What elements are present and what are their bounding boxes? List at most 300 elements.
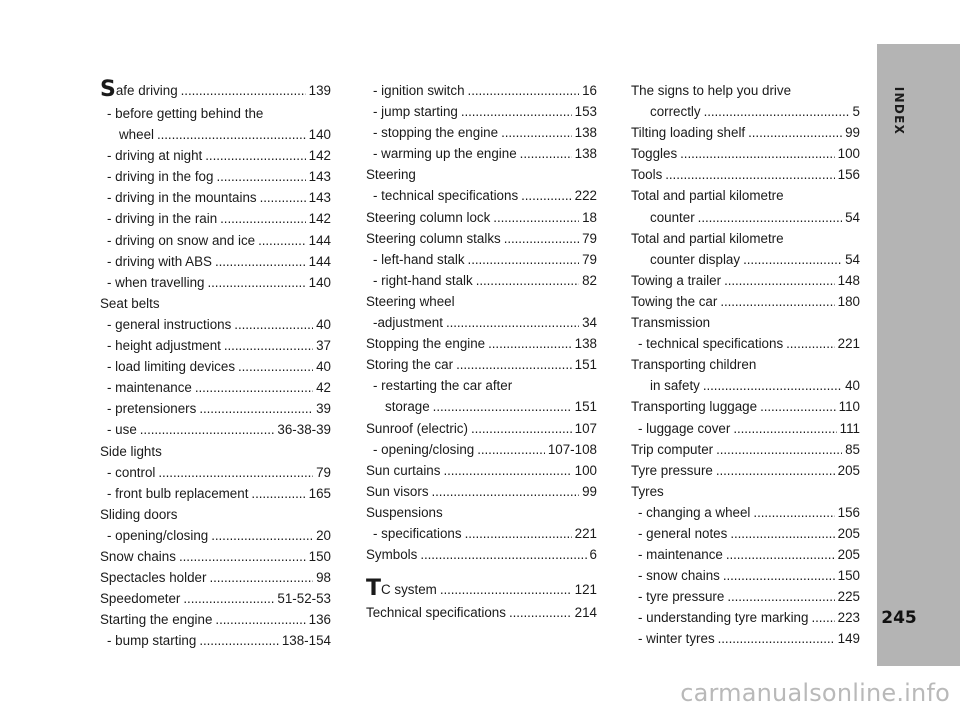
- index-entry-label: - bump starting: [107, 633, 197, 649]
- index-entry-label: Transporting children: [631, 357, 757, 373]
- dot-leader: [504, 228, 579, 249]
- dot-leader: [140, 419, 275, 440]
- dot-leader: [698, 207, 842, 228]
- dot-leader: [730, 523, 834, 544]
- index-entry-text: [107, 103, 263, 124]
- index-entry-page: 143: [308, 190, 331, 206]
- index-entry: [631, 544, 860, 565]
- index-entry-label: Steering column lock: [366, 209, 491, 225]
- index-entry-page: 121: [574, 582, 597, 598]
- index-entry-text: [100, 77, 178, 102]
- dot-leader: [465, 523, 572, 544]
- index-entry-label: - general instructions: [107, 316, 232, 332]
- index-entry: [366, 333, 597, 354]
- index-entry-text: [366, 576, 437, 602]
- index-entry-label: Suspensions: [366, 504, 443, 520]
- dot-leader: [456, 354, 572, 375]
- dot-leader: [726, 544, 835, 565]
- index-entry-label: Technical specifications: [366, 605, 506, 621]
- index-entry-label: in safety: [650, 378, 700, 394]
- dot-leader: [703, 375, 842, 396]
- index-entry-text: [107, 187, 257, 208]
- index-entry-label: Seat belts: [100, 295, 160, 311]
- index-entry-page: 54: [845, 209, 860, 225]
- index-entry-text: [373, 375, 512, 396]
- index-entry-label: Steering column stalks: [366, 230, 501, 246]
- index-entry-label: counter display: [650, 251, 741, 267]
- index-entry: [366, 439, 597, 460]
- index-entry: [366, 122, 597, 143]
- index-entry: [100, 567, 331, 588]
- index-entry: [100, 145, 331, 166]
- dot-leader: [680, 143, 835, 164]
- index-entry-text: [631, 185, 784, 206]
- index-entry-label: - changing a wheel: [638, 504, 751, 520]
- index-entry-label: - ignition switch: [373, 83, 465, 98]
- index-entry-label: - maintenance: [107, 380, 192, 396]
- index-entry-label: Sun curtains: [366, 462, 441, 478]
- index-entry-page: 79: [316, 464, 331, 480]
- index-entry-page: 222: [574, 188, 597, 204]
- index-entry-page: 16: [582, 83, 597, 98]
- index-entry-label: - driving in the mountains: [107, 190, 257, 206]
- index-entry-page: 82: [582, 272, 597, 288]
- index-entry: [366, 418, 597, 439]
- index-entry-text: [373, 249, 465, 270]
- dot-leader: [199, 630, 279, 651]
- index-entry-text: [631, 481, 664, 502]
- index-entry-text: [100, 609, 212, 630]
- index-entry-text: [366, 544, 417, 565]
- index-entry-page: 100: [574, 462, 597, 478]
- index-entry: [366, 185, 597, 206]
- index-entry-text: [107, 314, 231, 335]
- index-entry-label: Trip computer: [631, 441, 714, 457]
- index-entry-text: [366, 418, 468, 439]
- index-entry-text: [366, 228, 501, 249]
- index-entry-page: 142: [308, 211, 331, 227]
- index-entry-label: Sliding doors: [100, 506, 178, 522]
- index-entry-text: [631, 291, 717, 312]
- index-entry-page: 107-108: [547, 441, 597, 457]
- index-entry-page: 150: [837, 568, 860, 584]
- index-entry-page: 225: [837, 589, 860, 605]
- index-entry-text: [100, 588, 180, 609]
- index-entry-text: [631, 80, 791, 101]
- index-entry-text: [107, 377, 192, 398]
- index-entry-page: 156: [837, 167, 860, 183]
- dot-leader: [665, 164, 834, 185]
- index-entry-text: [366, 602, 506, 623]
- index-entry-text: [100, 293, 160, 314]
- index-entry: [631, 312, 860, 333]
- index-entry-label: Symbols: [366, 547, 418, 563]
- dot-leader: [208, 272, 306, 293]
- section-label: INDEX: [892, 86, 907, 136]
- index-entry-page: 99: [582, 483, 597, 499]
- index-entry-text: [650, 375, 700, 396]
- index-entry: [631, 143, 860, 164]
- dot-leader: [786, 333, 835, 354]
- index-entry-label: - driving in the rain: [107, 211, 218, 227]
- index-entry-label: -adjustment: [373, 315, 443, 331]
- index-entry-text: [119, 124, 154, 145]
- index-entry-text: [107, 208, 217, 229]
- index-entry-label: - front bulb replacement: [107, 485, 249, 501]
- dropcap-letter: S: [100, 77, 116, 102]
- index-entry-text: [107, 419, 137, 440]
- index-entry-label: - general notes: [638, 525, 728, 541]
- index-column-2: [366, 80, 597, 623]
- index-entry: [631, 185, 860, 206]
- dot-leader: [477, 439, 545, 460]
- index-entry-label: Side lights: [100, 443, 162, 459]
- index-entry-label: - winter tyres: [638, 631, 715, 647]
- index-entry-text: [631, 439, 713, 460]
- dot-leader: [220, 208, 306, 229]
- index-entry-text: [107, 398, 196, 419]
- index-entry-label: - tyre pressure: [638, 589, 725, 605]
- dot-leader: [211, 525, 313, 546]
- index-entry-page: 110: [838, 399, 860, 415]
- index-entry: [631, 354, 860, 375]
- index-entry-page: 18: [582, 209, 597, 225]
- dot-leader: [157, 124, 306, 145]
- index-entry-text: [638, 586, 724, 607]
- index-entry-label: counter: [650, 209, 695, 225]
- index-entry-label: C system: [381, 582, 437, 598]
- index-entry-label: - jump starting: [373, 104, 458, 120]
- index-entry-page: 98: [316, 570, 331, 586]
- index-entry-page: 39: [316, 401, 331, 417]
- index-entry-label: - understanding tyre marking: [638, 610, 809, 626]
- dot-leader: [179, 546, 306, 567]
- index-entry-page: 40: [316, 316, 331, 332]
- index-entry-page: 221: [837, 336, 860, 352]
- index-entry-text: [638, 565, 720, 586]
- index-entry: [631, 396, 860, 417]
- index-entry-page: 34: [582, 315, 597, 331]
- dot-leader: [432, 481, 580, 502]
- index-entry: [366, 101, 597, 122]
- index-entry-label: - driving at night: [107, 148, 203, 164]
- index-entry: [100, 335, 331, 356]
- index-entry-label: The signs to help you drive: [631, 83, 792, 98]
- dot-leader: [468, 249, 580, 270]
- index-entry-page: 79: [582, 230, 597, 246]
- index-entry: [366, 80, 597, 101]
- index-entry-label: Steering: [366, 167, 416, 183]
- index-entry-page: 151: [574, 357, 597, 373]
- index-entry-page: 142: [308, 148, 331, 164]
- index-entry-label: - left-hand stalk: [373, 251, 465, 267]
- index-entry: [631, 460, 860, 481]
- index-entry-page: 79: [582, 251, 597, 267]
- index-entry-label: - driving with ABS: [107, 253, 212, 269]
- index-entry: [366, 228, 597, 249]
- index-entry-page: 20: [316, 527, 331, 543]
- index-entry: [366, 460, 597, 481]
- dot-leader: [195, 377, 313, 398]
- index-entry: [100, 419, 331, 440]
- dot-leader: [199, 398, 313, 419]
- index-entry-text: [366, 207, 490, 228]
- index-entry-page: 153: [574, 104, 597, 120]
- dot-leader: [215, 609, 305, 630]
- dot-leader: [716, 439, 842, 460]
- index-entry: [631, 164, 860, 185]
- index-entry-text: [650, 249, 740, 270]
- dot-leader: [234, 314, 313, 335]
- index-entry-label: storage: [385, 399, 430, 415]
- index-entry: [631, 228, 860, 249]
- index-entry: [100, 462, 331, 483]
- index-column-1: [100, 77, 331, 651]
- index-entry: [631, 607, 860, 628]
- index-entry-page: 138: [574, 336, 597, 352]
- index-entry: [631, 565, 860, 586]
- index-entry-text: [631, 122, 745, 143]
- index-entry: [366, 544, 597, 565]
- index-entry-text: [385, 396, 430, 417]
- index-entry-text: [631, 164, 662, 185]
- index-entry: [100, 588, 331, 609]
- index-entry-page: 205: [837, 462, 860, 478]
- index-entry-text: [631, 460, 713, 481]
- index-entry-text: [373, 523, 462, 544]
- index-entry-text: [366, 502, 443, 523]
- index-entry: [100, 230, 331, 251]
- index-entry-label: Tilting loading shelf: [631, 125, 746, 141]
- index-entry-page: 144: [308, 232, 331, 248]
- index-entry-label: afe driving: [115, 83, 178, 98]
- index-side-label: [877, 66, 921, 156]
- index-entry-page: 138: [574, 146, 597, 162]
- index-entry-label: Sunroof (electric): [366, 420, 468, 436]
- index-entry: [100, 441, 331, 462]
- dot-leader: [215, 251, 306, 272]
- index-entry-label: - when travelling: [107, 274, 205, 290]
- index-entry-page: 40: [845, 378, 860, 394]
- index-entry-label: - restarting the car after: [373, 378, 513, 394]
- index-entry: [366, 164, 597, 185]
- dot-leader: [704, 101, 850, 122]
- index-entry-label: Storing the car: [366, 357, 454, 373]
- index-entry: [366, 523, 597, 544]
- index-entry-text: [366, 291, 455, 312]
- index-entry-label: Tyre pressure: [631, 462, 713, 478]
- index-entry: [100, 546, 331, 567]
- index-entry-page: 99: [845, 125, 860, 141]
- dot-leader: [520, 143, 572, 164]
- index-entry: [100, 272, 331, 293]
- index-entry-label: - technical specifications: [373, 188, 519, 204]
- index-entry-label: Total and partial kilometre: [631, 188, 784, 204]
- dot-leader: [493, 207, 579, 228]
- dot-leader: [718, 628, 835, 649]
- index-entry-page: 151: [574, 399, 597, 415]
- index-entry-page: 138-154: [281, 633, 331, 649]
- index-entry-text: [107, 145, 202, 166]
- index-entry-label: - warming up the engine: [373, 146, 517, 162]
- index-entry-page: 140: [308, 127, 331, 143]
- index-entry-text: [107, 630, 196, 651]
- dot-leader: [440, 579, 572, 600]
- index-entry-label: Transmission: [631, 315, 711, 331]
- index-entry-label: - load limiting devices: [107, 359, 236, 375]
- index-entry: [631, 333, 860, 354]
- section-gap: [366, 565, 597, 579]
- index-entry-label: - specifications: [373, 525, 462, 541]
- index-entry-page: 165: [308, 485, 331, 501]
- dot-leader: [224, 335, 313, 356]
- index-entry: [631, 270, 860, 291]
- index-entry-page: 51-52-53: [277, 591, 331, 607]
- index-entry-label: - right-hand stalk: [373, 272, 473, 288]
- dot-leader: [258, 230, 306, 251]
- index-entry: [631, 628, 860, 649]
- index-entry-text: [638, 333, 783, 354]
- index-entry: [366, 207, 597, 228]
- index-entry-text: [631, 312, 710, 333]
- index-entry-label: Total and partial kilometre: [631, 230, 784, 246]
- index-entry-label: Stopping the engine: [366, 336, 486, 352]
- page-number: 245: [881, 608, 917, 628]
- index-entry-label: - control: [107, 464, 156, 480]
- index-entry-text: [366, 333, 485, 354]
- dot-leader: [471, 418, 572, 439]
- index-entry-page: 214: [574, 605, 597, 621]
- index-entry-text: [638, 418, 730, 439]
- dot-leader: [753, 502, 834, 523]
- index-entry-text: [107, 251, 212, 272]
- index-entry: [100, 166, 331, 187]
- dot-leader: [716, 460, 835, 481]
- dot-leader: [433, 396, 572, 417]
- index-entry-label: - use: [107, 422, 137, 438]
- index-entry-label: Tyres: [631, 483, 664, 499]
- index-entry: [100, 609, 331, 630]
- index-entry: [100, 103, 331, 124]
- dot-leader: [260, 187, 306, 208]
- index-entry: [100, 314, 331, 335]
- index-entry-page: 205: [837, 547, 860, 563]
- index-entry-text: [107, 272, 205, 293]
- index-entry: [100, 208, 331, 229]
- index-entry: [100, 630, 331, 651]
- index-entry-text: [107, 230, 255, 251]
- index-entry-page: 107: [574, 420, 597, 436]
- index-entry: [631, 80, 860, 101]
- dot-leader: [461, 101, 572, 122]
- index-entry-label: - snow chains: [638, 568, 720, 584]
- index-entry: [631, 586, 860, 607]
- dot-leader: [733, 418, 836, 439]
- index-entry-page: 223: [837, 610, 860, 626]
- dot-leader: [468, 80, 580, 101]
- dot-leader: [724, 270, 835, 291]
- index-entry-text: [650, 207, 695, 228]
- dot-leader: [158, 462, 313, 483]
- index-entry: [100, 377, 331, 398]
- index-entry-label: - driving on snow and ice: [107, 232, 256, 248]
- index-entry-text: [650, 101, 701, 122]
- index-entry-text: [373, 101, 458, 122]
- dot-leader: [476, 270, 579, 291]
- index-entry: [366, 481, 597, 502]
- index-entry: [366, 602, 597, 623]
- index-entry-text: [107, 483, 248, 504]
- index-entry-text: [373, 270, 473, 291]
- index-entry-label: - pretensioners: [107, 401, 197, 417]
- watermark: carmanualsonline.info: [680, 679, 950, 707]
- index-entry-label: correctly: [650, 104, 701, 120]
- index-entry-text: [373, 143, 517, 164]
- index-entry-label: wheel: [119, 127, 154, 143]
- index-entry: [631, 101, 860, 122]
- index-entry: [100, 124, 331, 145]
- dot-leader: [521, 185, 572, 206]
- index-entry: [631, 291, 860, 312]
- index-entry-text: [107, 335, 221, 356]
- index-entry-text: [373, 80, 465, 101]
- index-entry: [100, 251, 331, 272]
- index-entry: [100, 525, 331, 546]
- index-entry-text: [638, 502, 750, 523]
- index-entry: [100, 398, 331, 419]
- index-entry: [631, 481, 860, 502]
- index-entry: [366, 375, 597, 396]
- index-entry: [366, 291, 597, 312]
- dot-leader: [420, 544, 586, 565]
- index-column-3: [631, 80, 860, 650]
- dot-leader: [443, 460, 571, 481]
- index-entry-text: [373, 185, 518, 206]
- index-entry-page: 156: [837, 504, 860, 520]
- dot-leader: [811, 607, 834, 628]
- index-entry-label: Towing a trailer: [631, 272, 722, 288]
- index-entry: [100, 187, 331, 208]
- index-entry: [631, 439, 860, 460]
- index-entry: [366, 249, 597, 270]
- index-entry-text: [373, 122, 498, 143]
- dot-leader: [205, 145, 305, 166]
- index-entry-page: 221: [574, 525, 597, 541]
- index-entry-page: 36-38-39: [277, 422, 331, 438]
- index-entry: [366, 354, 597, 375]
- index-entry-label: Toggles: [631, 146, 678, 162]
- index-entry: [100, 77, 331, 103]
- dot-leader: [727, 586, 834, 607]
- index-entry: [631, 122, 860, 143]
- index-entry-label: Speedometer: [100, 591, 181, 607]
- index-entry-label: Sun visors: [366, 483, 429, 499]
- index-entry-page: 144: [308, 253, 331, 269]
- index-entry: [100, 356, 331, 377]
- dot-leader: [509, 602, 572, 623]
- index-entry-page: 136: [308, 612, 331, 628]
- dot-leader: [251, 483, 305, 504]
- dot-leader: [209, 567, 313, 588]
- index-entry-label: - opening/closing: [373, 441, 475, 457]
- dot-leader: [748, 122, 842, 143]
- index-entry-page: 40: [316, 359, 331, 375]
- index-entry-text: [638, 628, 715, 649]
- index-entry-label: - luggage cover: [638, 420, 731, 436]
- index-entry-page: 5: [852, 104, 860, 120]
- index-entry: [631, 502, 860, 523]
- index-entry-label: Tools: [631, 167, 663, 183]
